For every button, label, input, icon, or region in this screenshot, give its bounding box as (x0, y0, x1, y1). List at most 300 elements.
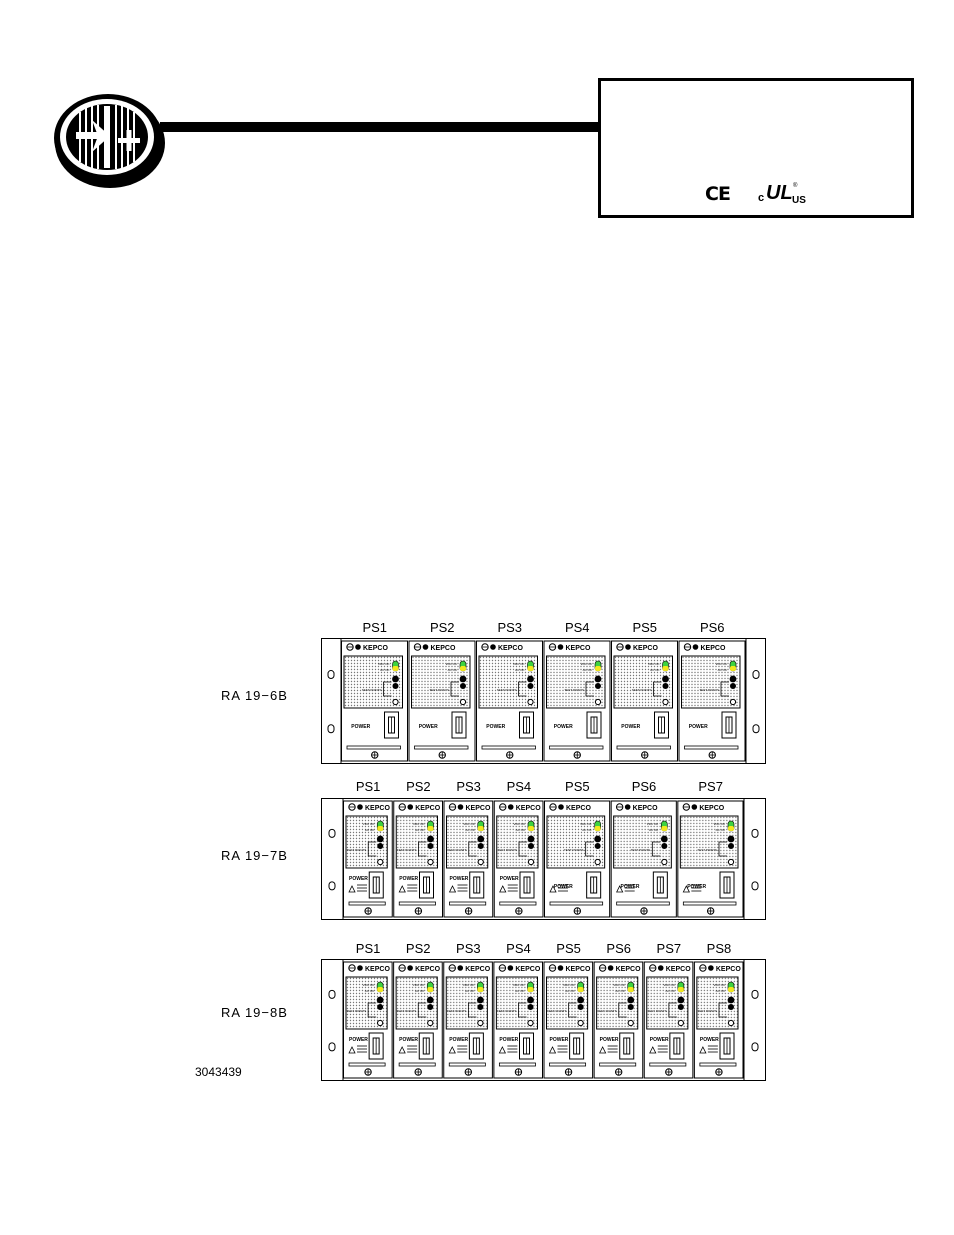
adjust-pot-icon (730, 676, 737, 683)
brand-dot-icon (508, 965, 514, 971)
adjust-pot-icon (662, 676, 669, 683)
mounting-slot (329, 829, 335, 837)
power-supply-module (494, 801, 543, 917)
adjust-pot-icon (527, 997, 534, 1004)
module-position-label: PS7 (656, 941, 682, 956)
adjust-pot-icon (528, 836, 535, 843)
power-supply-module (678, 801, 743, 917)
ac-ok-led-icon (661, 826, 667, 831)
test-point-icon (595, 683, 601, 689)
adjust-pot-icon (677, 997, 684, 1004)
screw-icon (378, 1020, 383, 1025)
handle-bar (449, 902, 485, 905)
module-position-label: PS1 (355, 779, 381, 794)
brand-dot-icon (625, 644, 631, 650)
rack-model-label: RA 19−7B (221, 848, 288, 863)
module-brand-text: KEPCO (363, 645, 388, 652)
dc-ok-label: VDC OK (647, 662, 660, 666)
ac-ok-led-icon (460, 666, 466, 671)
module-brand-text: KEPCO (515, 805, 541, 812)
test-point-icon (528, 1004, 534, 1010)
module-position-label: PS5 (556, 941, 581, 956)
dc-ok-label: VDC OK (580, 662, 592, 666)
module-position-label: PS6 (631, 779, 657, 794)
ac-ok-label: AC OK (380, 668, 390, 672)
power-label: POWER (621, 724, 641, 730)
ul-c-text: c (758, 192, 765, 204)
power-supply-module (342, 641, 408, 761)
test-points-label: TEST POINTS (396, 848, 417, 852)
screw-icon (478, 859, 483, 864)
adjust-pot-icon (377, 997, 384, 1004)
brand-dot-icon (558, 965, 564, 971)
module-position-label: PS2 (406, 779, 431, 794)
power-supply-module (544, 801, 609, 917)
test-points-label: TEST POINTS (346, 1009, 367, 1013)
screw-icon (678, 1020, 683, 1025)
module-brand-text: KEPCO (699, 805, 725, 812)
ac-ok-led-icon (678, 987, 684, 992)
handle-bar (500, 902, 536, 905)
rack-front-panel (321, 798, 766, 920)
power-supply-module (344, 962, 393, 1078)
brand-dot-icon (458, 804, 464, 810)
handle-bar (617, 902, 670, 905)
power-supply-module (644, 962, 693, 1078)
power-label: POWER (687, 884, 707, 890)
mounting-slot (329, 990, 335, 998)
mounting-slot (752, 882, 758, 890)
module-position-label: PS6 (606, 941, 631, 956)
test-points-label: TEST POINTS (697, 848, 717, 852)
dc-ok-label: VDC OK (646, 822, 659, 826)
brand-dot-icon (658, 965, 664, 971)
ac-ok-label: AC OK (715, 989, 725, 993)
power-label: POWER (699, 1037, 719, 1043)
module-brand-text: KEPCO (700, 645, 726, 652)
test-point-icon (478, 843, 484, 849)
power-supply-module (544, 641, 610, 761)
rack-model-label: RA 19−8B (221, 1005, 288, 1020)
power-label: POWER (549, 1037, 569, 1043)
screw-icon (662, 859, 667, 864)
brand-dot-icon (693, 644, 699, 650)
test-point-icon (728, 1004, 734, 1010)
module-position-label: PS5 (632, 620, 658, 635)
ac-ok-label: AC OK (414, 989, 425, 993)
adjust-pot-icon (627, 997, 634, 1004)
test-point-icon (528, 843, 534, 849)
dc-ok-label: VDC OK (713, 822, 725, 826)
handle-bar (399, 1063, 435, 1066)
screw-icon (528, 699, 533, 704)
power-supply-module (444, 801, 493, 917)
ac-ok-label: AC OK (515, 828, 525, 832)
handle-bar (683, 902, 736, 905)
brand-dot-icon (708, 965, 714, 971)
power-supply-module (494, 962, 543, 1078)
adjust-pot-icon (595, 676, 602, 683)
adjust-pot-icon (661, 836, 668, 843)
module-position-label: PS3 (456, 941, 481, 956)
brand-dot-icon (608, 965, 614, 971)
ac-ok-led-icon (728, 987, 734, 992)
screw-icon (428, 1020, 433, 1025)
mounting-slot (328, 725, 334, 733)
test-points-label: TEST POINTS (564, 848, 584, 852)
dc-ok-label: VDC OK (580, 822, 592, 826)
module-brand-text: KEPCO (565, 966, 591, 973)
ac-ok-led-icon (595, 826, 601, 831)
ac-ok-led-icon (730, 666, 736, 671)
screw-icon (595, 859, 600, 864)
dc-ok-label: VDC OK (512, 983, 525, 987)
ac-ok-label: AC OK (717, 668, 727, 672)
module-position-label: PS7 (698, 779, 723, 794)
power-label: POWER (649, 1037, 669, 1043)
brand-dot-icon (490, 644, 496, 650)
dc-ok-label: VDC OK (362, 983, 375, 987)
handle-bar (700, 1063, 736, 1066)
module-brand-text: KEPCO (565, 645, 591, 652)
handle-bar (617, 746, 671, 749)
power-supply-module (477, 641, 543, 761)
certification-box (598, 78, 914, 218)
power-supply-module (409, 641, 475, 761)
module-position-label: PS3 (456, 779, 481, 794)
mounting-slot (752, 829, 758, 837)
test-points-label: TEST POINTS (647, 1009, 667, 1013)
ac-ok-led-icon (528, 987, 534, 992)
screw-icon (478, 1020, 483, 1025)
test-point-icon (728, 843, 734, 849)
adjust-pot-icon (728, 836, 735, 843)
header-rule (160, 122, 600, 132)
dc-ok-label: VDC OK (362, 822, 375, 826)
module-brand-text: KEPCO (465, 966, 491, 973)
test-points-label: TEST POINTS (699, 688, 719, 692)
handle-bar (347, 746, 401, 749)
screw-icon (628, 1020, 633, 1025)
test-points-label: TEST POINTS (447, 848, 467, 852)
module-position-label: PS3 (497, 620, 523, 635)
power-label: POWER (620, 884, 640, 890)
ac-ok-label: AC OK (415, 828, 425, 832)
ac-ok-led-icon (427, 987, 433, 992)
rack-front-panel (321, 638, 766, 764)
dc-ok-label: VDC OK (412, 983, 425, 987)
ul-main-text: UL (766, 182, 793, 204)
test-points-label: TEST POINTS (446, 1009, 467, 1013)
screw-icon (460, 699, 465, 704)
ac-ok-label: AC OK (650, 668, 660, 672)
dc-ok-label: VDC OK (513, 822, 525, 826)
screw-icon (528, 1020, 533, 1025)
power-label: POWER (688, 724, 708, 730)
module-brand-text: KEPCO (715, 966, 741, 973)
dc-ok-label: VDC OK (377, 662, 390, 666)
ce-mark: CE (705, 183, 730, 205)
mounting-slot (328, 671, 334, 679)
dc-ok-label: VDC OK (713, 983, 725, 987)
test-point-icon (663, 683, 669, 689)
test-points-label: TEST POINTS (630, 848, 651, 852)
power-label: POWER (399, 1037, 419, 1043)
adjust-pot-icon (377, 836, 384, 843)
adjust-pot-icon (594, 836, 601, 843)
test-points-label: TEST POINTS (597, 1009, 617, 1013)
test-point-icon (578, 1004, 584, 1010)
handle-bar (550, 746, 604, 749)
mounting-slot (752, 1043, 758, 1051)
power-supply-module (344, 801, 393, 917)
adjust-pot-icon (728, 997, 735, 1004)
brand-dot-icon (558, 644, 564, 650)
screw-icon (730, 699, 735, 704)
handle-bar (550, 1063, 586, 1066)
mounting-slot (753, 725, 759, 733)
module-position-label: PS2 (405, 941, 431, 956)
ac-ok-label: AC OK (648, 828, 659, 832)
dc-ok-label: VDC OK (463, 822, 475, 826)
adjust-pot-icon (577, 997, 584, 1004)
test-points-label: TEST POINTS (564, 688, 584, 692)
screw-icon (663, 699, 668, 704)
module-position-label: PS5 (565, 779, 590, 794)
brand-dot-icon (357, 804, 363, 810)
ac-ok-led-icon (393, 666, 399, 671)
module-position-label: PS4 (506, 941, 531, 956)
test-points-label: TEST POINTS (496, 1009, 517, 1013)
ac-ok-led-icon (377, 826, 383, 831)
module-brand-text: KEPCO (430, 645, 456, 652)
rack-front-panel (321, 959, 766, 1081)
module-brand-text: KEPCO (665, 966, 691, 973)
test-points-label: TEST POINTS (547, 1009, 567, 1013)
dc-ok-label: VDC OK (512, 662, 525, 666)
screw-icon (728, 859, 733, 864)
dc-ok-label: VDC OK (462, 983, 475, 987)
test-points-label: TEST POINTS (697, 1009, 717, 1013)
ac-ok-label: AC OK (715, 828, 725, 832)
ac-ok-led-icon (663, 666, 669, 671)
handle-bar (449, 1063, 485, 1066)
power-label: POWER (449, 876, 469, 882)
handle-bar (415, 746, 469, 749)
module-brand-text: KEPCO (515, 966, 541, 973)
mounting-slot (329, 882, 335, 890)
power-label: POWER (449, 1037, 469, 1043)
power-label: POWER (399, 876, 419, 882)
brand-dot-icon (457, 965, 463, 971)
power-label: POWER (599, 1037, 619, 1043)
brand-dot-icon (407, 965, 413, 971)
adjust-pot-icon (427, 997, 434, 1004)
rack-ra19-6b (321, 638, 766, 764)
power-supply-module (612, 641, 678, 761)
test-point-icon (427, 1004, 433, 1010)
module-position-label: PS2 (429, 620, 455, 635)
power-label: POWER (486, 724, 506, 730)
module-brand-text: KEPCO (632, 805, 658, 812)
ac-ok-label: AC OK (565, 989, 575, 993)
ac-ok-label: AC OK (582, 668, 592, 672)
handle-bar (600, 1063, 636, 1066)
module-position-label: PS1 (362, 620, 388, 635)
dc-ok-label: VDC OK (715, 662, 727, 666)
ul-listing-mark (755, 179, 825, 207)
dc-ok-label: VDC OK (613, 983, 625, 987)
ac-ok-label: AC OK (665, 989, 675, 993)
ac-ok-label: AC OK (465, 828, 475, 832)
module-brand-text: KEPCO (498, 645, 523, 652)
ac-ok-led-icon (728, 826, 734, 831)
test-points-label: TEST POINTS (497, 848, 517, 852)
power-supply-module (394, 962, 443, 1078)
power-label: POWER (499, 1037, 519, 1043)
ac-ok-led-icon (477, 987, 483, 992)
handle-bar (685, 746, 739, 749)
module-brand-text: KEPCO (365, 805, 390, 812)
ac-ok-led-icon (478, 826, 484, 831)
test-point-icon (427, 843, 433, 849)
ul-us-text: US (792, 195, 806, 206)
module-position-label: PS4 (564, 620, 590, 635)
screw-icon (393, 699, 398, 704)
screw-icon (728, 1020, 733, 1025)
ac-ok-label: AC OK (515, 989, 525, 993)
module-brand-text: KEPCO (365, 966, 390, 973)
brand-dot-icon (692, 804, 698, 810)
test-point-icon (661, 843, 667, 849)
adjust-pot-icon (477, 836, 484, 843)
ac-ok-label: AC OK (515, 668, 525, 672)
brand-dot-icon (357, 965, 363, 971)
brand-dot-icon (508, 804, 514, 810)
power-label: POWER (351, 724, 371, 730)
rack-ra19-7b (321, 798, 766, 920)
ac-ok-led-icon (427, 826, 433, 831)
handle-bar (499, 1063, 535, 1066)
power-supply-module (444, 962, 493, 1078)
test-points-label: TEST POINTS (396, 1009, 417, 1013)
power-label: POWER (499, 876, 519, 882)
screw-icon (428, 859, 433, 864)
adjust-pot-icon (477, 997, 484, 1004)
test-points-label: TEST POINTS (429, 688, 449, 692)
power-supply-module (679, 641, 745, 761)
test-point-icon (678, 1004, 684, 1010)
power-supply-module (594, 962, 643, 1078)
ac-ok-led-icon (528, 666, 534, 671)
test-point-icon (460, 683, 466, 689)
screw-icon (578, 1020, 583, 1025)
mounting-slot (329, 1043, 335, 1051)
test-point-icon (528, 683, 534, 689)
module-position-label: PS4 (506, 779, 532, 794)
dc-ok-label: VDC OK (663, 983, 675, 987)
dc-ok-label: VDC OK (412, 822, 425, 826)
handle-bar (349, 1063, 385, 1066)
ac-ok-label: AC OK (364, 989, 375, 993)
test-point-icon (393, 683, 399, 689)
module-brand-text: KEPCO (633, 645, 658, 652)
dc-ok-label: VDC OK (563, 983, 575, 987)
test-points-label: TEST POINTS (631, 688, 652, 692)
test-point-icon (595, 843, 601, 849)
ac-ok-led-icon (377, 987, 383, 992)
module-position-label: PS6 (699, 620, 725, 635)
brand-dot-icon (355, 644, 361, 650)
module-brand-text: KEPCO (565, 805, 591, 812)
power-supply-module (694, 962, 743, 1078)
brand-dot-icon (625, 804, 631, 810)
ac-ok-label: AC OK (364, 828, 375, 832)
brand-dot-icon (407, 804, 413, 810)
power-supply-module (394, 801, 443, 917)
ac-ok-led-icon (595, 666, 601, 671)
company-logo (52, 86, 174, 190)
power-label: POWER (553, 884, 573, 890)
test-point-icon (628, 1004, 634, 1010)
test-points-label: TEST POINTS (496, 688, 517, 692)
brand-dot-icon (558, 804, 564, 810)
power-supply-module (544, 962, 593, 1078)
adjust-pot-icon (460, 676, 467, 683)
power-label: POWER (418, 724, 438, 730)
ac-ok-label: AC OK (447, 668, 457, 672)
handle-bar (482, 746, 536, 749)
screw-icon (595, 699, 600, 704)
handle-bar (349, 902, 385, 905)
handle-bar (550, 902, 603, 905)
ac-ok-label: AC OK (582, 828, 592, 832)
test-point-icon (377, 843, 383, 849)
drawing-number: 3043439 (195, 1065, 242, 1079)
test-points-label: TEST POINTS (346, 848, 367, 852)
screw-icon (378, 859, 383, 864)
adjust-pot-icon (392, 676, 399, 683)
module-brand-text: KEPCO (615, 966, 641, 973)
rack-ra19-8b (321, 959, 766, 1081)
power-label: POWER (349, 1037, 368, 1043)
screw-icon (528, 859, 533, 864)
module-brand-text: KEPCO (415, 805, 441, 812)
ac-ok-led-icon (578, 987, 584, 992)
adjust-pot-icon (527, 676, 534, 683)
test-point-icon (730, 683, 736, 689)
test-point-icon (477, 1004, 483, 1010)
mounting-slot (752, 990, 758, 998)
test-points-label: TEST POINTS (361, 688, 382, 692)
handle-bar (650, 1063, 686, 1066)
handle-bar (399, 902, 435, 905)
test-point-icon (377, 1004, 383, 1010)
adjust-pot-icon (427, 836, 434, 843)
power-label: POWER (349, 876, 368, 882)
rack-model-label: RA 19−6B (221, 688, 288, 703)
module-brand-text: KEPCO (415, 966, 441, 973)
ac-ok-led-icon (628, 987, 634, 992)
ac-ok-label: AC OK (615, 989, 625, 993)
mounting-slot (753, 671, 759, 679)
module-position-label: PS8 (706, 941, 732, 956)
module-brand-text: KEPCO (465, 805, 491, 812)
ac-ok-led-icon (528, 826, 534, 831)
brand-dot-icon (423, 644, 429, 650)
ac-ok-label: AC OK (465, 989, 475, 993)
dc-ok-label: VDC OK (445, 662, 457, 666)
